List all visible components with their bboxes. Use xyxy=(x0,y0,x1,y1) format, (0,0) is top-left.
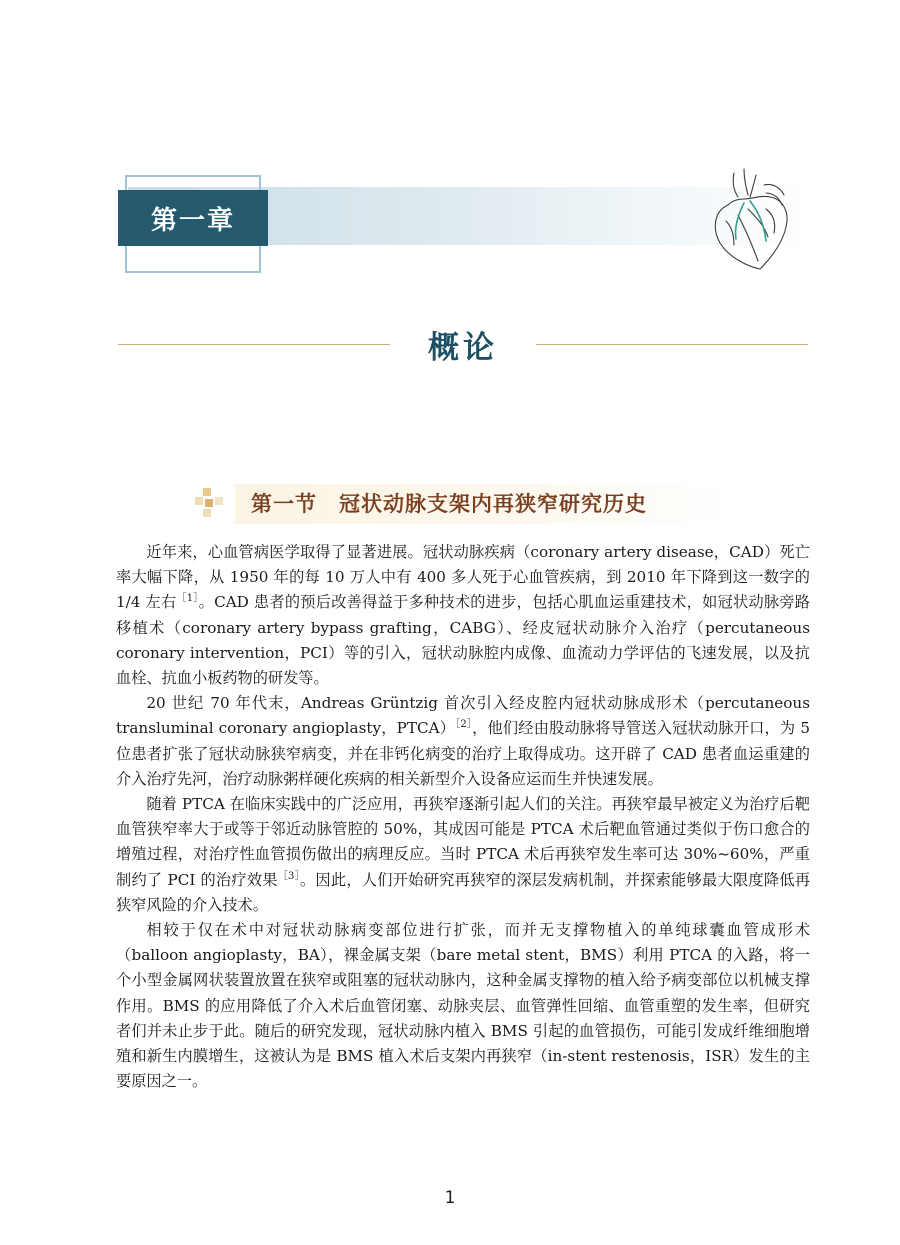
paragraph-1: 近年来，心血管病医学取得了显著进展。冠状动脉疾病（coronary artery disease，CAD）死亡率大幅下降，从 1950 年的每 10 万人中有 400 多人死于心血管疾病，到 2010 年下降到这一数字的 1/4 左右$^{[1]}$。CAD 患者的预后改善得益于多种技术的进步，包括心肌血运重建技术，如冠状动脉旁路移植术（coronary artery bypass grafting，CABG）、经皮冠状动脉介入治疗（percutaneous coronary intervention，PCI）等的引入，冠状动脉腔内成像、血流动力学评估的飞速发展，以及抗血栓、抗血小板药物的研发等。 xyxy=(116,543,810,688)
section-title: 第一节 冠状动脉支架内再狭窄研究历史 xyxy=(251,491,647,516)
body-text xyxy=(116,540,810,1094)
section-heading xyxy=(195,482,755,526)
page-number: 1 xyxy=(444,1188,456,1208)
paragraph-3: 随着 PTCA 在临床实践中的广泛应用，再狭窄逐渐引起人们的关注。再狭窄最早被定义为治疗后靶血管狭窄率大于或等于邻近动脉管腔的 50%，其成因可能是 PTCA 术后靶血管通过类似于伤口愈合的增殖过程，对治疗性血管损伤做出的病理反应。当时 PTCA 术后再狭窄发生率可达 30%~60%，严重制约了 PCI 的治疗效果$^{[3]}$。因此，人们开始研究再狭窄的深层发病机制，并探索能够最大限度降低再狭窄风险的介入技术。 xyxy=(116,795,811,914)
paragraph-4: 相较于仅在术中对冠状动脉病变部位进行扩张，而并无支撑物植入的单纯球囊血管成形术（balloon angioplasty，BA），裸金属支架（bare metal stent，BMS）利用 PTCA 的入路，将一个小型金属网状装置放置在狭窄或阻塞的冠状动脉内，这种金属支撑物的植入给予病变部位以机械支撑作用。BMS 的应用降低了介入术后血管闭塞、动脉夹层、血管弹性回缩、血管重塑的发生率，但研究者们并未止步于此。随后的研究发现，冠状动脉内植入 BMS 引起的血管损伤，可能引发成纤维细胞增殖和新生内膜增生，这被认为是 BMS 植入术后支架内再狭窄（in-stent restenosis，ISR）发生的主要原因之一。 xyxy=(116,921,810,1091)
section-dots-icon xyxy=(195,488,225,518)
chapter-title: 概论 xyxy=(428,330,498,366)
citation-2: ［2］ xyxy=(455,719,473,731)
citation-1: ［1］ xyxy=(176,593,199,605)
heart-icon xyxy=(704,165,796,271)
chapter-label: 第一章 xyxy=(118,190,268,246)
chapter-title-row xyxy=(118,318,808,372)
title-rule-right xyxy=(536,344,808,345)
title-rule-left xyxy=(118,344,390,345)
chapter-banner xyxy=(118,165,808,273)
paragraph-2: 20 世纪 70 年代末，Andreas Grüntzig 首次引入经皮腔内冠状动脉成形术（percutaneous transluminal coronary angioplasty，PTCA）$^{[2]}$，他们经由股动脉将导管送入冠状动脉开口，为 5 位患者扩张了冠状动脉狭窄病变，并在非钙化病变的治疗上取得成功。这开辟了 CAD 患者血运重建的介入治疗先河，治疗动脉粥样硬化疾病的相关新型介入设备应运而生并快速发展。 xyxy=(116,694,810,788)
citation-3: ［3］ xyxy=(277,870,300,882)
